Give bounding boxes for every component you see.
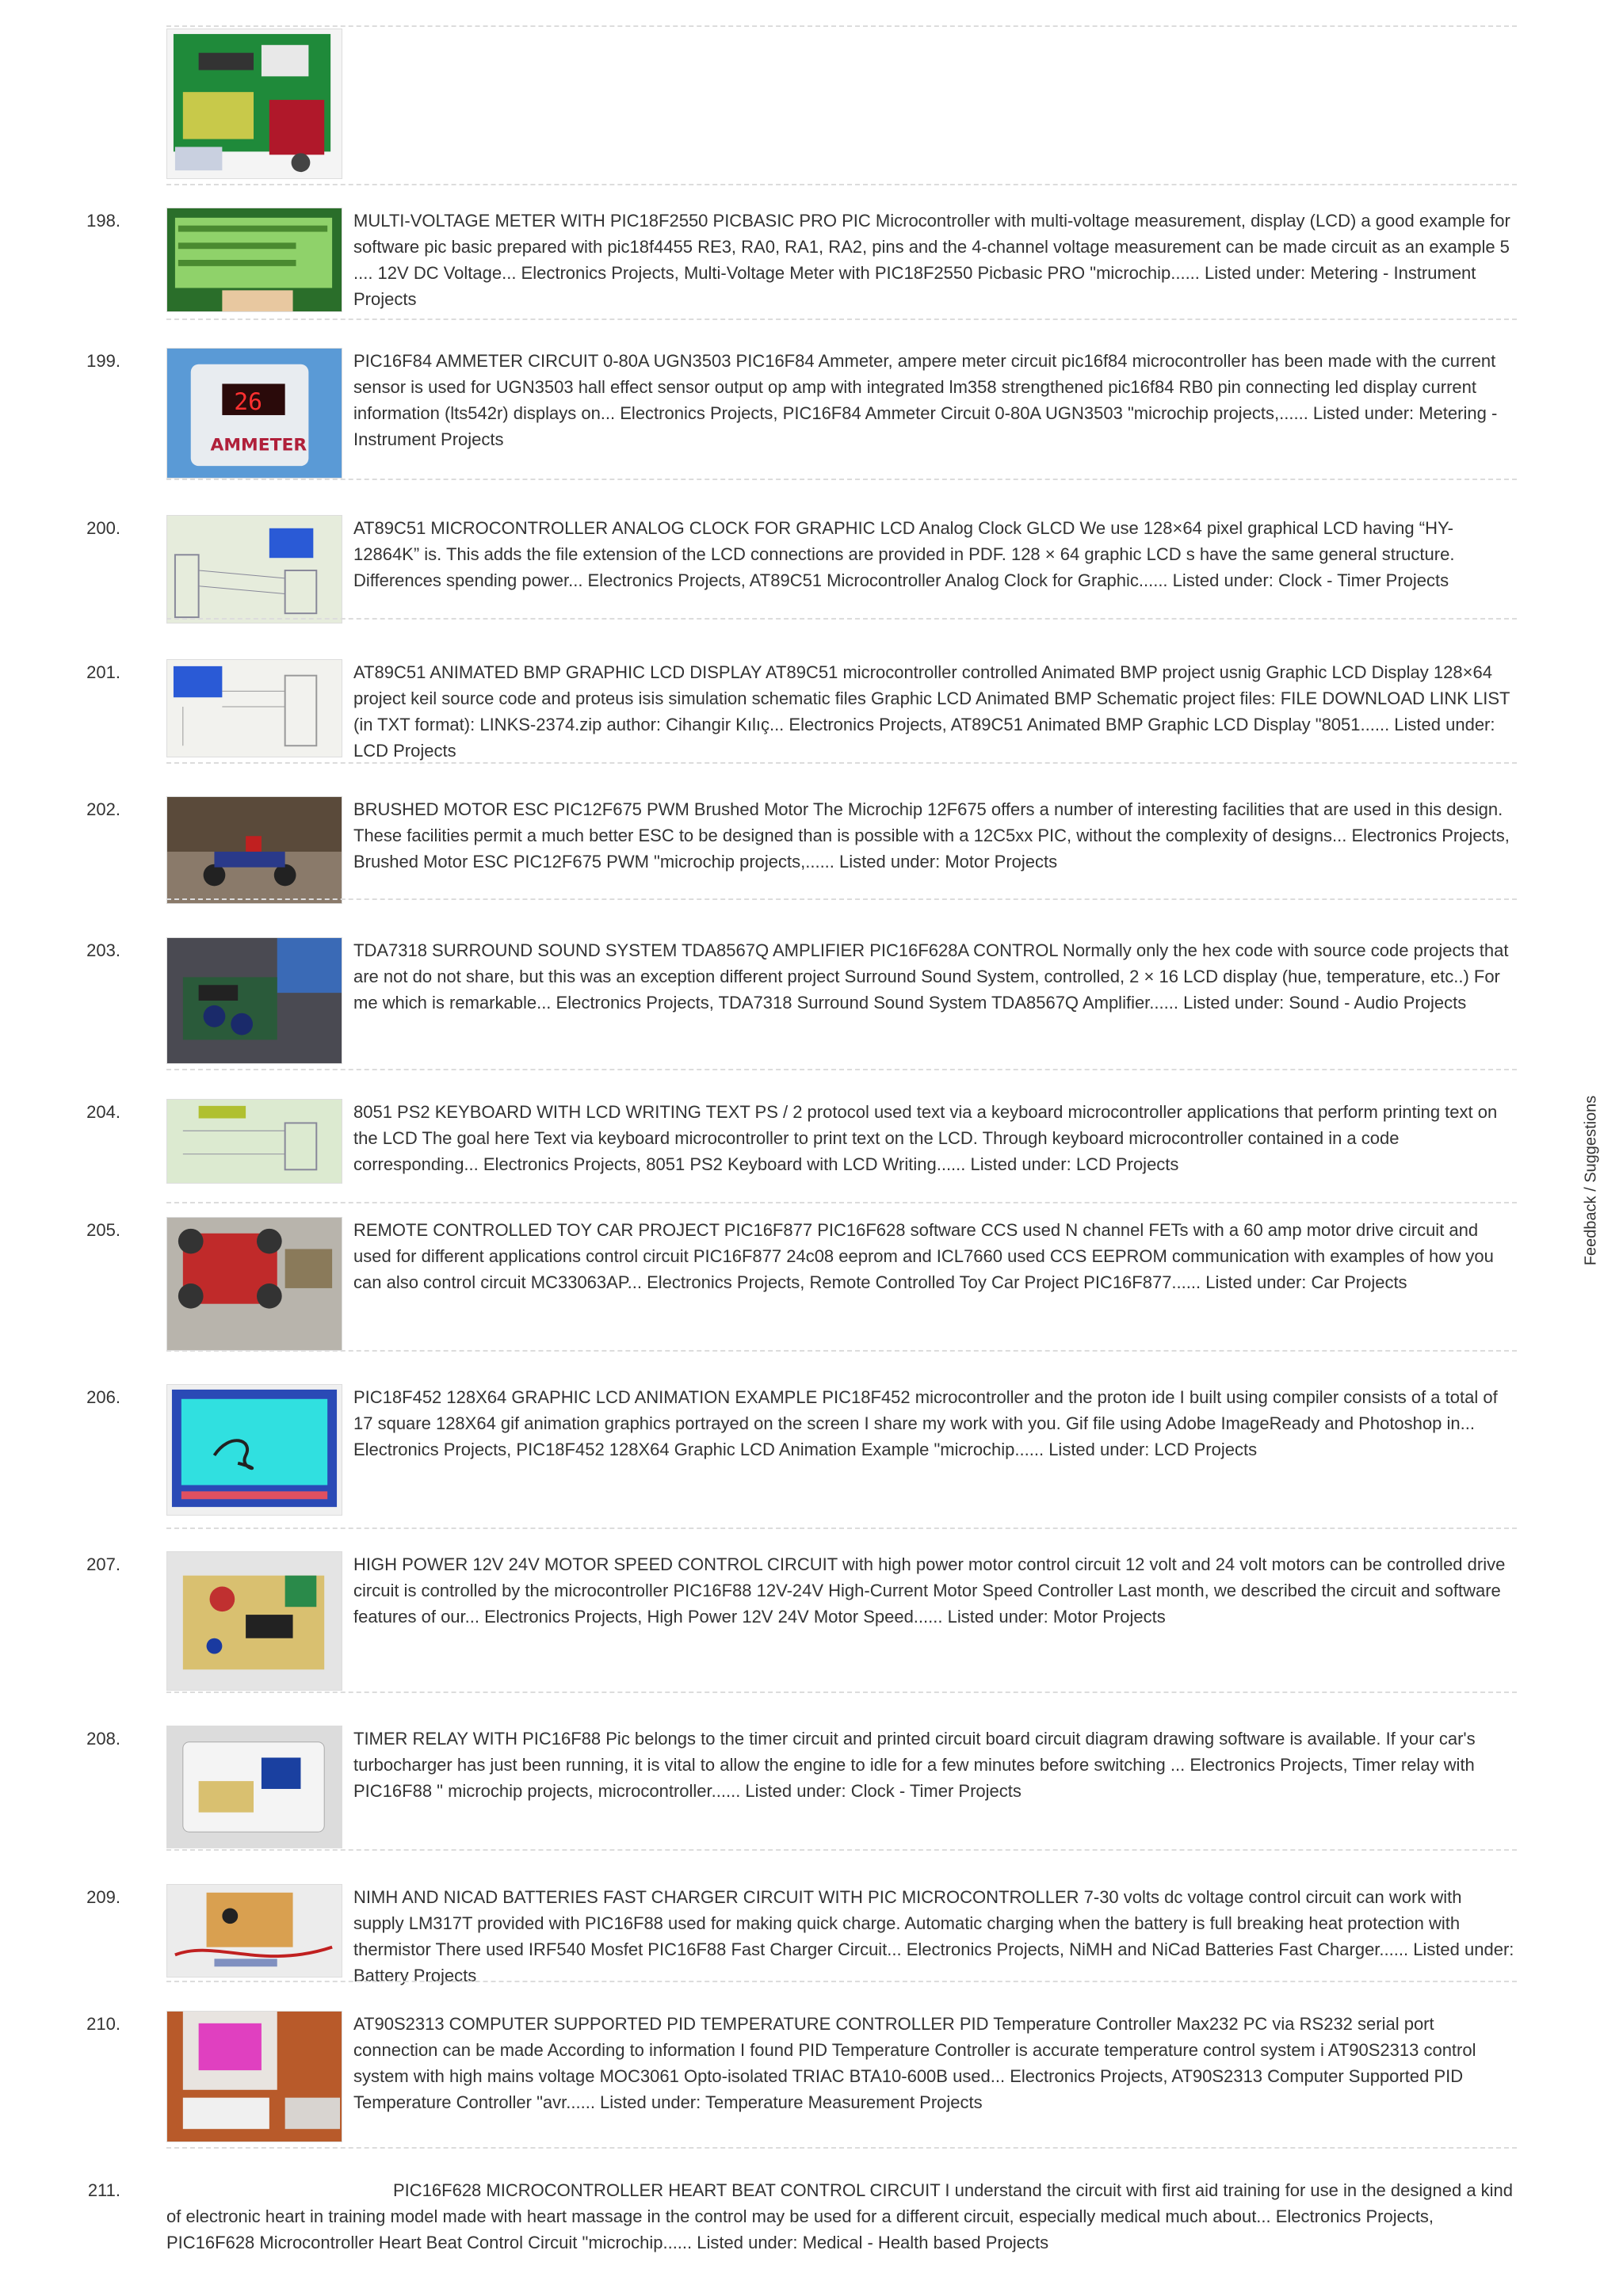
project-thumbnail[interactable] [166,1551,342,1691]
item-description[interactable]: NIMH AND NICAD BATTERIES FAST CHARGER CIRCUIT WITH PIC MICROCONTROLLER 7-30 volts dc voltage control circuit can work with supply LM317T provided with PIC16F88 used for making quick charge. Automatic charging when the battery is full breaking heat protection with thermistor There used IRF540 Mosfet PIC16F88 Fast Charger Circuit... Electronics Projects, NiMH and NiCad Batteries Fast Charger...... Listed under: Battery Projects [353,1887,1514,1985]
project-thumbnail[interactable] [166,1884,342,1978]
project-thumbnail[interactable] [166,2011,342,2142]
item-number: 206. [86,1387,120,1407]
item-number: 205. [86,1220,120,1240]
item-description[interactable]: TDA7318 SURROUND SOUND SYSTEM TDA8567Q AMPLIFIER PIC16F628A CONTROL Normally only the hex code with source code projects that are not do not share, but this was an exception different project Surround Sound System, controlled, 2 × 16 LCD display (hue, temperature, etc..) For me which is remarkable... Electronics Projects, TDA7318 Surround Sound System TDA8567Q Amplifier...... Listed under: Sound - Audio Projects [353,940,1509,1013]
item-description[interactable]: TIMER RELAY WITH PIC16F88 Pic belongs to the timer circuit and printed circuit board circuit diagram drawing software is available. If your car's turbocharger has just been running, it is vital to allow the engine to idle for a few minutes before switching ... Electronics Projects, Timer relay with PIC16F88 " microchip projects, microcontroller...... Listed under: Clock - Timer Projects [353,1729,1476,1801]
item-number: 203. [86,940,120,960]
project-thumbnail[interactable] [166,1099,342,1184]
item-separator [166,1691,1517,1693]
svg-text:26: 26 [234,387,263,416]
item-separator [166,2147,1517,2149]
item-separator [166,1069,1517,1070]
item-separator [166,762,1517,764]
item-number: 202. [86,799,120,819]
item-separator [166,25,1517,27]
item-description[interactable]: MULTI-VOLTAGE METER WITH PIC18F2550 PICBASIC PRO PIC Microcontroller with multi-voltage measurement, display (LCD) a good example for software pic basic prepared with pic18f4455 RE3, RA0, RA1, RA2, pins and the 4-channel voltage measurement can be made circuit as an example 5 .... 12V DC Voltage... Electronics Projects, Multi-Voltage Meter with PIC18F2550 Picbasic PRO "microchip...... Listed under: Metering - Instrument Projects [353,211,1510,309]
project-thumbnail[interactable] [166,208,342,312]
project-thumbnail[interactable] [166,659,342,757]
item-description[interactable]: PIC16F628 MICROCONTROLLER HEART BEAT CONTROL CIRCUIT I understand the circuit with first aid training for use in the designed a kind of electronic heart in training model made with heart massage in the control may be used for a different circuit, especially medical much about... Electronics Projects, PIC16F628 Microcontroller Heart Beat Control Circuit "microchip...... Listed under: Medical - Health based Projects [166,2180,1514,2252]
project-thumbnail[interactable] [166,515,342,624]
item-number: 210. [86,2014,120,2034]
item-description[interactable]: AT89C51 ANIMATED BMP GRAPHIC LCD DISPLAY AT89C51 microcontroller controlled Animated BMP project usnig Graphic LCD Display 128×64 project keil source code and proteus isis simulation schematic files Graphic LCD Animated BMP Schematic project files: FILE DOWNLOAD LINK LIST (in TXT format): LINKS-2374.zip author: Cihangir Kılıç... Electronics Projects, AT89C51 Animated BMP Graphic LCD Display "8051...... Listed under: LCD Projects [353,662,1510,761]
project-thumbnail[interactable] [166,1217,342,1351]
item-number: 199. [86,351,120,371]
project-thumbnail[interactable] [166,29,342,179]
item-description[interactable]: REMOTE CONTROLLED TOY CAR PROJECT PIC16F877 PIC16F628 software CCS used N channel FETs with a 60 amp motor drive circuit and used for different applications control circuit PIC16F877 24c08 eeprom and ICL7660 used CCS EEPROM communication with examples of how you can also control circuit MC33063AP... Electronics Projects, Remote Controlled Toy Car Project PIC16F877...... Listed under: Car Projects [353,1220,1494,1292]
item-description[interactable]: AT90S2313 COMPUTER SUPPORTED PID TEMPERATURE CONTROLLER PID Temperature Controller Max232 PC via RS232 serial port connection can be made According to information I found PID Temperature Controller is accurate temperature control system i AT90S2313 control system with high mains voltage MOC3061 Opto-isolated TRIAC BTA10-600B used... Electronics Projects, AT90S2313 Computer Supported PID Temperature Controller "avr...... Listed under: Temperature Measurement Projects [353,2014,1476,2112]
item-description[interactable]: PIC16F84 AMMETER CIRCUIT 0-80A UGN3503 PIC16F84 Ammeter, ampere meter circuit pic16f84 microcontroller has been made with the current sensor is used for UGN3503 hall effect sensor output op amp with integrated lm358 strengthened pic16f84 RB0 pin connecting led display current information (lts542r) displays on... Electronics Projects, PIC16F84 Ammeter Circuit 0-80A UGN3503 "microchip projects,...... Listed under: Metering - Instrument Projects [353,351,1498,449]
project-thumbnail[interactable] [166,1384,342,1516]
item-number: 200. [86,518,120,538]
feedback-tab[interactable] [1579,1091,1603,1270]
item-number: 208. [86,1729,120,1749]
feedback-label: Feedback / Suggestions [1582,1095,1600,1266]
item-separator [166,1202,1517,1203]
item-separator [166,1849,1517,1851]
svg-text:AMMETER: AMMETER [210,435,307,456]
item-separator [166,184,1517,185]
item-separator [166,898,1517,900]
item-description[interactable]: PIC18F452 128X64 GRAPHIC LCD ANIMATION EXAMPLE PIC18F452 microcontroller and the proton ide I built using compiler consists of a total of 17 square 128X64 gif animation graphics portrayed on the screen I share my work with you. Gif file using Adobe ImageReady and Photoshop in... Electronics Projects, PIC18F452 128X64 Graphic LCD Animation Example "microchip...... Listed under: LCD Projects [353,1387,1498,1459]
item-number: 204. [86,1102,120,1122]
item-separator [166,1527,1517,1529]
item-separator [166,479,1517,480]
item-number: 201. [86,662,120,682]
item-separator [166,1981,1517,1982]
item-separator [166,618,1517,620]
item-description[interactable]: AT89C51 MICROCONTROLLER ANALOG CLOCK FOR GRAPHIC LCD Analog Clock GLCD We use 128×64 pixel graphical LCD having “HY-12864K” is. This adds the file extension of the LCD connections are provided in PDF. 128 × 64 graphic LCD s have the same general structure. Differences spending power... Electronics Projects, AT89C51 Microcontroller Analog Clock for Graphic...... Listed under: Clock - Timer Projects [353,518,1455,590]
item-description[interactable]: BRUSHED MOTOR ESC PIC12F675 PWM Brushed Motor The Microchip 12F675 offers a number of interesting facilities that are used in this design. These facilities permit a much better ESC to be designed than is possible with a 12C5xx PIC, without the complexity of designs... Electronics Projects, Brushed Motor ESC PIC12F675 PWM "microchip projects,...... Listed under: Motor Projects [353,799,1510,871]
project-thumbnail[interactable] [166,1726,342,1848]
item-number: 207. [86,1554,120,1574]
item-number: 198. [86,211,120,231]
item-description[interactable]: HIGH POWER 12V 24V MOTOR SPEED CONTROL CIRCUIT with high power motor control circuit 12 volt and 24 volt motors can be controlled drive circuit is controlled by the microcontroller PIC16F88 12V-24V High-Current Motor Speed Controller Last month, we described the circuit and software features of our... Electronics Projects, High Power 12V 24V Motor Speed...... Listed under: Motor Projects [353,1554,1506,1627]
item-number: 211. [87,2180,120,2200]
project-thumbnail[interactable] [166,796,342,904]
item-separator [166,1350,1517,1352]
item-description[interactable]: 8051 PS2 KEYBOARD WITH LCD WRITING TEXT PS / 2 protocol used text via a keyboard microcontroller applications that perform printing text on the LCD The goal here Text via keyboard microcontroller to print text on the LCD. Through keyboard microcontroller contained in a code corresponding... Electronics Projects, 8051 PS2 Keyboard with LCD Writing...... Listed under: LCD Projects [353,1102,1498,1174]
item-number: 209. [86,1887,120,1907]
item-separator [166,318,1517,320]
project-thumbnail[interactable] [166,348,342,479]
project-thumbnail[interactable] [166,937,342,1064]
